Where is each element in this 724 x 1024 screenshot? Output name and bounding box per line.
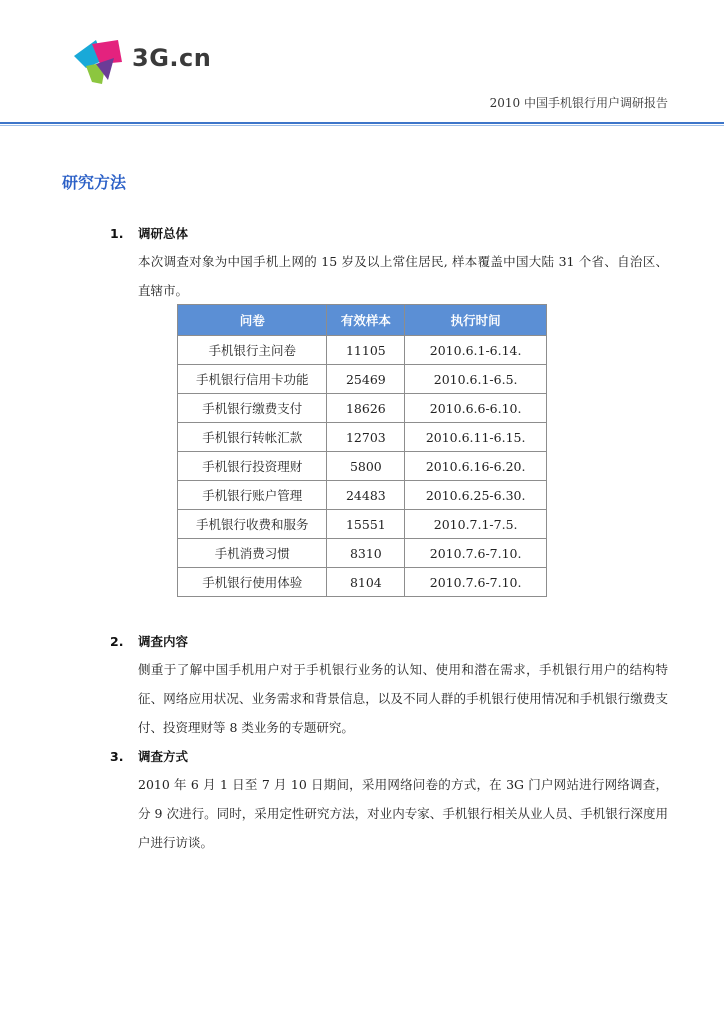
sample-cell: 12703 bbox=[327, 423, 405, 452]
survey-table bbox=[177, 304, 547, 597]
sample-cell: 8310 bbox=[327, 539, 405, 568]
table-header-row bbox=[178, 305, 547, 336]
questionnaire-cell: 手机银行收费和服务 bbox=[178, 510, 327, 539]
section-1-number: 1. bbox=[110, 226, 124, 241]
section-3-title: 调查方式 bbox=[138, 749, 189, 764]
questionnaire-cell: 手机银行转帐汇款 bbox=[178, 423, 327, 452]
sample-cell: 5800 bbox=[327, 452, 405, 481]
table-row bbox=[178, 568, 547, 597]
sample-cell: 11105 bbox=[327, 336, 405, 365]
period-cell: 2010.6.1-6.14. bbox=[405, 336, 547, 365]
table-row bbox=[178, 365, 547, 394]
sample-cell: 25469 bbox=[327, 365, 405, 394]
period-cell: 2010.7.6-7.10. bbox=[405, 539, 547, 568]
period-cell: 2010.6.1-6.5. bbox=[405, 365, 547, 394]
period-cell: 2010.6.6-6.10. bbox=[405, 394, 547, 423]
sample-cell: 8104 bbox=[327, 568, 405, 597]
table-row bbox=[178, 510, 547, 539]
col-header-sample: 有效样本 bbox=[327, 305, 405, 336]
col-header-questionnaire: 问卷 bbox=[178, 305, 327, 336]
table-row bbox=[178, 539, 547, 568]
header-rule bbox=[0, 122, 724, 124]
page-title: 研究方法 bbox=[62, 173, 127, 192]
questionnaire-cell: 手机银行缴费支付 bbox=[178, 394, 327, 423]
section-3-text: 2010 年 6 月 1 日至 7 月 10 日期间，采用网络问卷的方式，在 3G 门户网站进行网络调查，分 9 次进行。同时，采用定性研究方法，对业内专家、手机银行相关从业人员、手机银行深度用户进行访谈。 bbox=[138, 777, 668, 850]
table-row bbox=[178, 336, 547, 365]
table-row bbox=[178, 452, 547, 481]
questionnaire-cell: 手机银行主问卷 bbox=[178, 336, 327, 365]
questionnaire-cell: 手机银行使用体验 bbox=[178, 568, 327, 597]
section-3-number: 3. bbox=[110, 749, 124, 764]
sample-cell: 24483 bbox=[327, 481, 405, 510]
questionnaire-cell: 手机银行信用卡功能 bbox=[178, 365, 327, 394]
table-row bbox=[178, 423, 547, 452]
period-cell: 2010.6.16-6.20. bbox=[405, 452, 547, 481]
table-row bbox=[178, 481, 547, 510]
section-1-title: 调研总体 bbox=[138, 226, 189, 241]
sample-cell: 18626 bbox=[327, 394, 405, 423]
period-cell: 2010.6.25-6.30. bbox=[405, 481, 547, 510]
period-cell: 2010.7.1-7.5. bbox=[405, 510, 547, 539]
section-1-heading bbox=[110, 224, 188, 242]
section-1-text: 本次调查对象为中国手机上网的 15 岁及以上常住居民, 样本覆盖中国大陆 31 个省、自治区、直辖市。 bbox=[138, 254, 668, 298]
questionnaire-cell: 手机银行投资理财 bbox=[178, 452, 327, 481]
section-2-text: 侧重于了解中国手机用户对于手机银行业务的认知、使用和潜在需求，手机银行用户的结构特征、网络应用状况、业务需求和背景信息，以及不同人群的手机银行使用情况和手机银行缴费支付、投资理财等 8 类业务的专题研究。 bbox=[138, 662, 668, 735]
section-2-heading bbox=[110, 632, 188, 650]
header-rule-thin bbox=[0, 125, 724, 126]
logo-text: 3G.cn bbox=[132, 44, 212, 72]
section-3-heading bbox=[110, 747, 188, 765]
questionnaire-cell: 手机银行账户管理 bbox=[178, 481, 327, 510]
report-title: 2010 中国手机银行用户调研报告 bbox=[489, 96, 668, 110]
period-cell: 2010.7.6-7.10. bbox=[405, 568, 547, 597]
questionnaire-cell: 手机消费习惯 bbox=[178, 539, 327, 568]
period-cell: 2010.6.11-6.15. bbox=[405, 423, 547, 452]
section-2-number: 2. bbox=[110, 634, 124, 649]
table-row bbox=[178, 394, 547, 423]
col-header-period: 执行时间 bbox=[405, 305, 547, 336]
section-2-title: 调查内容 bbox=[138, 634, 189, 649]
sample-cell: 15551 bbox=[327, 510, 405, 539]
